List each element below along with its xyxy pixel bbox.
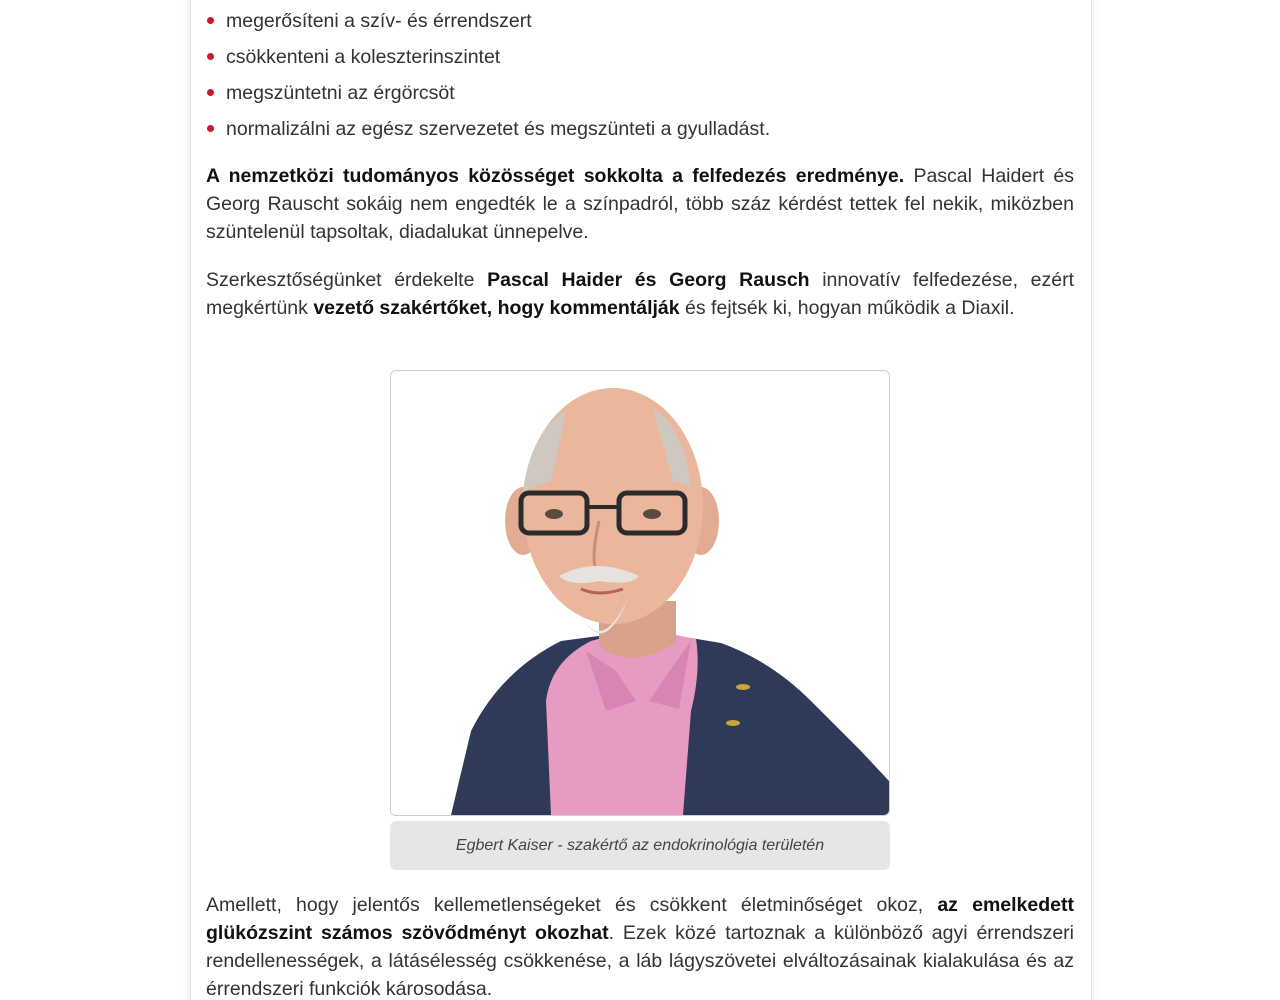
benefits-list: [206, 6, 1074, 150]
list-item-text: csökkenteni a koleszterinszintet: [226, 46, 501, 68]
list-item: [206, 114, 1074, 150]
bullet-icon: [207, 89, 214, 96]
bullet-icon: [207, 125, 214, 132]
body-text: . Ezek közé tartoznak a különböző agyi érrendszeri rendellenességek, a látásélesség csökkenése, a láb lágyszövetei elváltozásainak kialakulása és az érrendszeri funkciók károsodása.: [206, 922, 1075, 1000]
paragraph-discovery-reaction: [206, 162, 1074, 246]
emphasis-text: Pascal Haider és Georg Rausch: [487, 269, 810, 291]
list-item-text: megerősíteni a szív- és érrendszert: [226, 10, 532, 32]
expert-portrait-illustration: [391, 371, 889, 815]
emphasis-text: vezető szakértőket, hogy kommentálják: [313, 297, 680, 319]
body-text: és fejtsék ki, hogyan működik a Diaxil.: [679, 297, 1015, 319]
list-item: [206, 6, 1074, 42]
list-item-text: normalizálni az egész szervezetet és megszünteti a gyulladást.: [226, 118, 771, 140]
body-text: innovatív felfedezése, ezért megkértünk: [206, 269, 1075, 319]
list-item: [206, 42, 1074, 78]
expert-photo: [390, 370, 890, 816]
emphasis-text: az emelkedett glükózszint számos szövődményt okozhat: [206, 894, 1074, 944]
emphasis-text: A nemzetközi tudományos közösséget sokkolta a felfedezés eredménye.: [206, 165, 905, 187]
bullet-icon: [207, 17, 214, 24]
body-text: Pascal Haidert és Georg Rauscht sokáig nem engedték le a színpadról, több száz kérdést tettek fel nekik, miközben szüntelenül tapsoltak, diadalukat ünnepelve.: [206, 165, 1074, 243]
photo-caption: Egbert Kaiser - szakértő az endokrinológia területén: [390, 821, 890, 870]
paragraph-editorial-interest: [206, 266, 1074, 322]
list-item: [206, 78, 1074, 114]
paragraph-complications: [206, 891, 1074, 1000]
body-text: Amellett, hogy jelentős kellemetlenségeket és csökkent életminőséget okoz,: [206, 894, 938, 916]
list-item-text: megszüntetni az érgörcsöt: [226, 82, 455, 104]
bullet-icon: [207, 53, 214, 60]
body-text: Szerkesztőségünket érdekelte: [206, 269, 488, 291]
